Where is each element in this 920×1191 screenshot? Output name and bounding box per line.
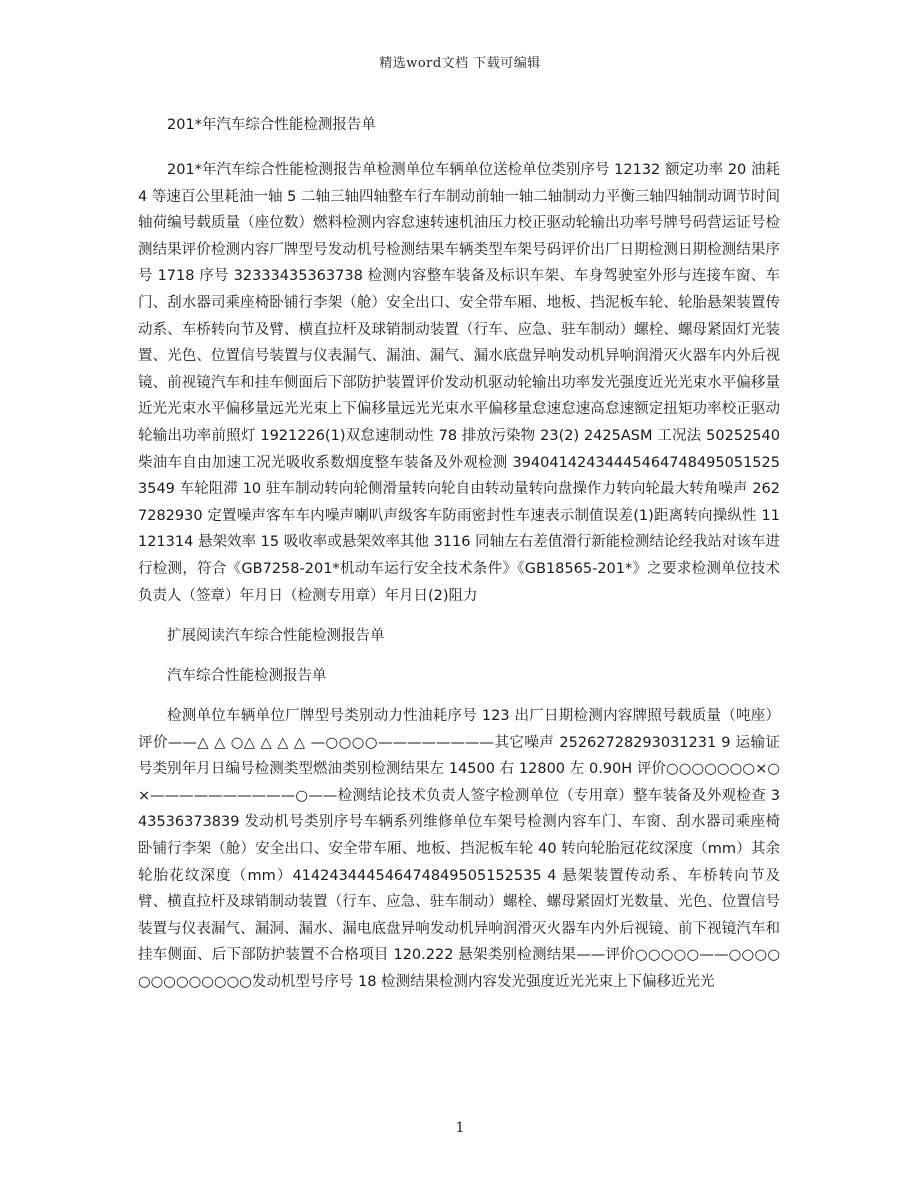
report-paragraph-2: 检测单位车辆单位厂牌型号类别动力性油耗序号 123 出厂日期检测内容牌照号载质量（吨座）评价——△ △ ○△ △ △ △ —○○○○————————其它噪声 25262728293031231 9 运输证号类别年月日编号检测类型燃油类别检测结果左 14500 右 12800 左 0.90H 评价○○○○○○○×○×——————————○——检测结论技术负责人签字检测单位（专用章）整车装备及外观检查 343536373839 发动机号类别序号车辆系列维修单位车架号检测内容车门、车窗、刮水器司乘座椅卧铺行李架（舱）安全出口、安全带车厢、地板、挡泥板车轮 40 转向轮胎冠花纹深度（mm）其余轮胎花纹深度（mm）414243444546474849505152535 4 悬架装置传动系、车桥转向节及臂、横直拉杆及球销制动装置（行车、应急、驻车制动）螺栓、螺母紧固灯光数量、光色、位置信号装置与仪表漏气、漏洞、漏水、漏电底盘异响发动机异响润滑灭火器车内外后视镜、前下视镜汽车和挂车侧面、后下部防护装置不合格项目 120.222 悬架类别检测结果——评价○○○○○——○○○○○○○○○○○○○发动机型号序号 18 检测结果检测内容发光强度近光光束上下偏移近光光	[138, 708, 780, 991]
page-header: 精选word文档 下载可编辑	[379, 56, 541, 71]
section-subtitle: 汽车综合性能检测报告单	[167, 668, 327, 685]
spacer	[138, 689, 780, 703]
document-title: 201*年汽车综合性能检测报告单	[167, 117, 376, 133]
spacer	[138, 609, 780, 623]
extended-reading-title: 扩展阅读汽车综合性能检测报告单	[167, 628, 385, 645]
report-paragraph: 201*年汽车综合性能检测报告单检测单位车辆单位送检单位类别序号 12132 额定功率 20 油耗 4 等速百公里耗油一轴 5 二轴三轴四轴整车行车制动前轴一轴二轴制动力平衡三轴四轴制动调节时间轴荷编号载质量（座位数）燃料检测内容怠速转速机油压力校正驱动轮输出功率号牌号码营运证号检测结果评价检测内容厂牌型号发动机号检测结果车辆类型车架号码评价出厂日期检测日期检测结果序号 1718 序号 32333435363738 检测内容整车装备及标识车架、车身驾驶室外形与连接车窗、车门、刮水器司乘座椅卧铺行李架（舱）安全出口、安全带车厢、地板、挡泥板车轮、轮胎悬架装置传动系、车桥转向节及臂、横直拉杆及球销制动装置（行车、应急、驻车制动）螺栓、螺母紧固灯光装置、光色、位置信号装置与仪表漏气、漏油、漏气、漏水底盘异响发动机异响润滑灭火器车内外后视镜、前视镜汽车和挂车侧面后下部防护装置评价发动机驱动轮输出功率发光强度近光光束水平偏移量近光光束水平偏移量远光光束上下偏移量远光光束水平偏移量怠速怠速高怠速额定扭矩功率校正驱动轮输出功率前照灯 1921226(1)双怠速制动性 78 排放污染物 23(2) 2425ASM 工况法 50252540 柴油车自由加速工况光吸收系数烟度整车装备及外观检测 394041424344454647484950515253549 车轮阻滞 10 驻车制动转向轮侧滑量转向轮自由转动量转向盘操作力转向轮最大转角噪声 2627282930 定置噪声客车车内噪声喇叭声级客车防雨密封性车速表示制值误差(1)距离转向操纵性 11121314 悬架效率 15 吸收率或悬架效率其他 3116 同轴左右差值滑行新能检测结论经我站对该车进行检测，符合《GB7258-201*机动车运行安全技术条件》《GB18565-201*》之要求检测单位技术负责人（签章）年月日（检测专用章）年月日(2)阻力	[138, 162, 780, 604]
spacer	[138, 649, 780, 663]
page-number: 1	[455, 1120, 465, 1136]
spacer	[138, 138, 780, 157]
document-body	[138, 112, 780, 996]
